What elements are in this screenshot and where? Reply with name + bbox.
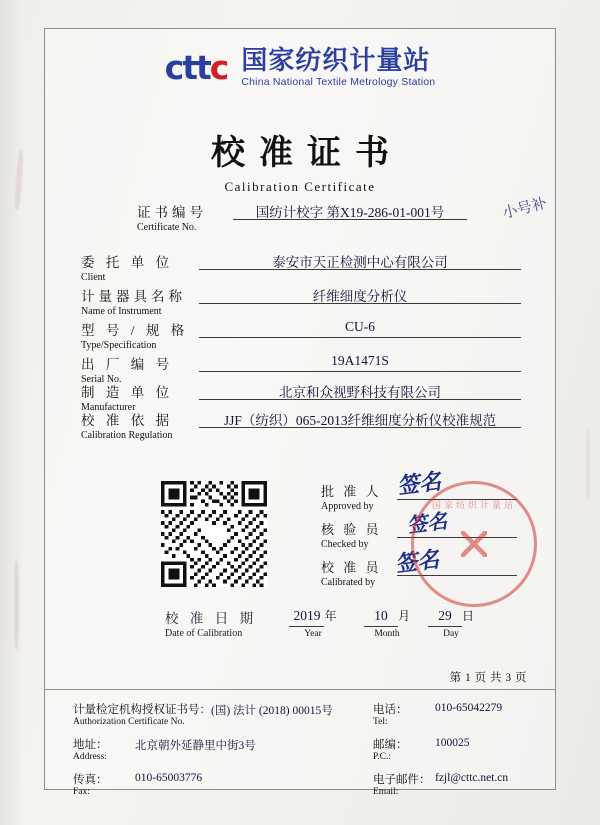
field-label (81, 409, 199, 441)
label-en: Serial No. (81, 374, 122, 385)
label-en: Client (81, 272, 106, 283)
label-cn: 证书编号 (137, 205, 207, 220)
title-cn: 校准证书 (211, 135, 403, 172)
footer-auth-cert (73, 701, 373, 727)
label-cn: 委 托 单 位 (81, 255, 174, 270)
label-cn: 校 准 员 (321, 560, 382, 575)
label-en: Approved by (321, 501, 374, 512)
label-en: Email: (373, 787, 399, 797)
field-approved-by (321, 481, 517, 512)
footer-email (373, 771, 531, 797)
paper-edge (0, 0, 22, 825)
field-calibration-regulation (81, 409, 521, 441)
label-cn: 计量检定机构授权证书号： (73, 704, 211, 716)
field-calibrated-by (321, 557, 517, 588)
field-value: 国纺计校字 第X19-286-01-001号 (233, 201, 467, 220)
paper-stain (14, 560, 19, 650)
field-date-of-calibration (165, 607, 477, 639)
label-en: Authorization Certificate No. (73, 717, 185, 727)
document-title (45, 125, 555, 195)
footer-address (73, 736, 373, 762)
cttc-logo: c tt c (164, 48, 228, 88)
field-value: CU-6 (199, 319, 521, 338)
organization-name-en: China National Textile Metrology Station (241, 76, 436, 89)
stamp-text: 国家纺织计量站 (431, 500, 516, 510)
label-cn: 计量器具名称 (81, 289, 186, 304)
label-en: Calibration Regulation (81, 430, 173, 441)
footer-row-fax-email (73, 771, 531, 797)
field-value: JJF（纺织）065-2013纤维细度分析仪校准规范 (199, 409, 521, 428)
footer-tel (373, 701, 531, 727)
label-en: Address: (73, 752, 107, 762)
footer-value: 北京朝外延静里中街3号 (135, 740, 256, 752)
footer-label (73, 736, 135, 762)
date-year (271, 607, 355, 639)
qr-code-image (161, 481, 267, 587)
field-label (81, 285, 199, 317)
footer-value: 010-65003776 (135, 772, 203, 784)
date-month-value: 10 (364, 608, 398, 627)
field-value (397, 557, 517, 576)
signature-approved: 签名 (395, 468, 443, 499)
footer-value: fzjl@cttc.net.cn (435, 772, 509, 784)
footer-value: 100025 (435, 737, 470, 749)
field-instrument-name (81, 285, 521, 317)
field-label (137, 201, 233, 233)
footer-label (373, 701, 435, 727)
date-year-value: 2019 (289, 608, 324, 627)
field-label (81, 251, 199, 283)
field-client (81, 251, 521, 283)
label-cn: 核 验 员 (321, 522, 382, 537)
label-cn: 批 准 人 (321, 484, 382, 499)
date-year-unit: 年 (324, 609, 337, 623)
footer-value: (国) 法计 (2018) 00015号 (211, 705, 333, 717)
certificate-header (45, 47, 555, 88)
label-cn: 出 厂 编 号 (81, 357, 174, 372)
field-label (321, 557, 397, 588)
label-cn: 校 准 依 据 (81, 413, 174, 428)
certificate-frame (44, 28, 556, 797)
label-en: Tel: (373, 717, 388, 727)
field-value: 纤维细度分析仪 (199, 285, 521, 304)
footer-label (373, 771, 435, 797)
date-month-label-en: Month (374, 629, 400, 639)
certificate-footer (73, 701, 531, 806)
footer-value: 010-65042279 (435, 702, 503, 714)
label-en: Name of Instrument (81, 306, 162, 317)
label-cn: 型 号 / 规 格 (81, 323, 189, 338)
footer-divider (45, 689, 555, 690)
label-en: Checked by (321, 539, 369, 550)
label-en: Type/Specification (81, 340, 157, 351)
field-label (321, 519, 397, 550)
field-label (165, 607, 271, 639)
page-count: 第 1 页 共 3 页 (449, 672, 527, 684)
paper-stain (586, 430, 590, 500)
label-cn: 校 准 日 期 (165, 611, 258, 626)
date-day-value: 29 (428, 608, 462, 627)
signature-calibrated: 签名 (393, 546, 441, 577)
field-label (321, 481, 397, 512)
footer-label (373, 736, 435, 762)
field-value: 泰安市天正检测中心有限公司 (199, 251, 521, 270)
label-cn: 电子邮件： (373, 774, 431, 786)
label-cn: 电话： (373, 704, 408, 716)
footer-row-address-postcode (73, 736, 531, 762)
field-label (81, 319, 199, 351)
label-en: Manufacturer (81, 402, 136, 413)
date-day-unit: 日 (461, 609, 474, 623)
field-value (397, 519, 517, 538)
date-month-unit: 月 (397, 609, 410, 623)
label-en: Date of Calibration (165, 628, 243, 639)
label-cn: 传真： (73, 774, 108, 786)
label-en: Certificate No. (137, 222, 197, 233)
footer-label (73, 701, 211, 727)
label-en: Fax: (73, 787, 90, 797)
footer-fax (73, 771, 373, 797)
field-value: 北京和众视野科技有限公司 (199, 381, 521, 400)
label-cn: 地址： (73, 739, 108, 751)
field-checked-by (321, 519, 517, 550)
organization-name-cn: 国家纺织计量站 (241, 46, 431, 75)
label-cn: 制 造 单 位 (81, 385, 174, 400)
field-type-specification (81, 319, 521, 351)
footer-label (73, 771, 135, 797)
label-en: Calibrated by (321, 577, 376, 588)
footer-row-auth-tel (73, 701, 531, 727)
title-en: Calibration Certificate (224, 179, 376, 194)
label-cn: 邮编： (373, 739, 408, 751)
date-year-label-en: Year (304, 629, 322, 639)
signature-checked: 签名 (406, 510, 449, 538)
handwritten-corner-note: 小号补 (501, 195, 549, 223)
date-month (355, 607, 419, 639)
qr-code (161, 481, 267, 587)
date-day-label-en: Day (443, 629, 459, 639)
label-en: P.C.: (373, 752, 391, 762)
date-day (419, 607, 483, 639)
field-certificate-no (137, 201, 467, 233)
field-value: 19A1471S (199, 353, 521, 372)
field-value (397, 481, 517, 500)
footer-postcode (373, 736, 531, 762)
